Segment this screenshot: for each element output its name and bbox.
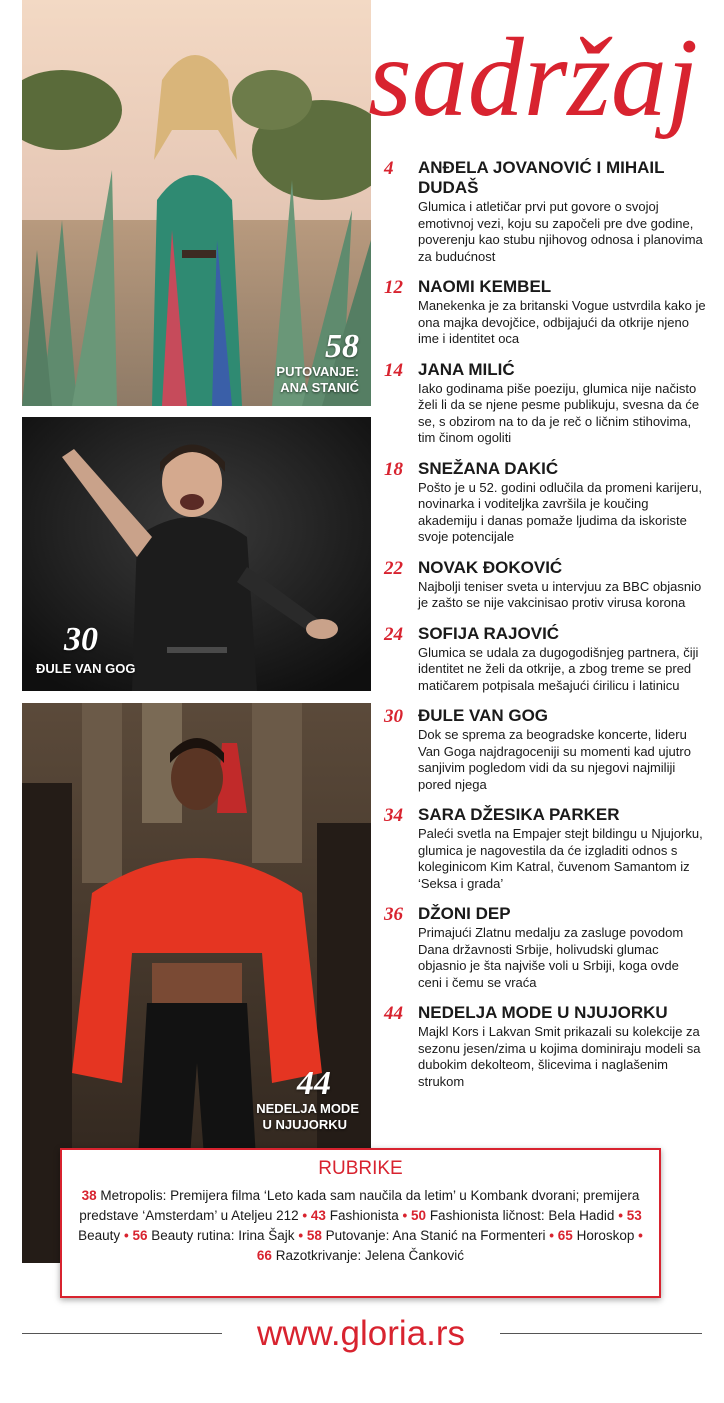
rubrike-item-text: Beauty — [78, 1228, 121, 1243]
toc-entry-body — [418, 904, 706, 991]
toc-description: Glumica i atletičar prvi put govore o svojoj emotivnoj vezi, koju su započeli pre dve godine, poverenju kao stubu njihovog odnosa i planovima za budućnost — [418, 199, 703, 264]
toc-page-number: 34 — [384, 805, 403, 826]
toc-entry-body — [418, 158, 706, 265]
toc-heading: NEDELJA MODE U NJUJORKU — [418, 1003, 668, 1022]
rubrike-separator: • — [298, 1228, 304, 1243]
toc-page-number: 30 — [384, 706, 403, 727]
rubrike-page-number: 53 — [626, 1208, 642, 1223]
toc-description: Dok se sprema za beogradske koncerte, lideru Van Goga najdragoceniji su momenti kad ujutro sanjivim pogledom vidi da su njegovi najmiliji pored njega — [418, 727, 691, 792]
toc-page-number: 22 — [384, 557, 403, 579]
rubrike-page-number: 50 — [411, 1208, 427, 1223]
rubrike-separator: • — [549, 1228, 555, 1243]
rubrike-page-number: 65 — [557, 1228, 573, 1243]
photo-caption-singer — [36, 623, 135, 677]
rubrike-item[interactable] — [307, 1228, 546, 1243]
rubrike-item[interactable] — [132, 1228, 294, 1243]
rubrike-list — [74, 1186, 647, 1266]
toc-entry-body — [418, 558, 706, 612]
rubrike-page-number: 56 — [132, 1228, 148, 1243]
footer-divider-right — [500, 1333, 702, 1334]
rubrike-item-text: Fashionista — [329, 1208, 399, 1223]
toc-description: Najbolji teniser sveta u intervjuu za BBC objasnio je zašto se nije vakcinisao protiv virusa korona — [418, 578, 702, 610]
toc-entry[interactable] — [384, 904, 706, 991]
toc-entry[interactable] — [384, 277, 706, 348]
photo-label-line-1: PUTOVANJE: — [276, 364, 359, 379]
rubrike-item-text: Fashionista ličnost: Bela Hadid — [429, 1208, 615, 1223]
rubrike-item[interactable] — [311, 1208, 399, 1223]
toc-entry[interactable] — [384, 558, 706, 612]
rubrike-item-text: Metropolis: Premijera filma ‘Leto kada sam naučila da letim’ u Kombank dvorani; premijera predstave ‘Amsterdam’ u Ateljeu 212 — [79, 1188, 640, 1223]
toc-heading: NOVAK ĐOKOVIĆ — [418, 557, 563, 577]
photo-caption-travel — [276, 330, 359, 396]
toc-heading: DŽONI DEP — [418, 904, 511, 923]
rubrike-separator: • — [618, 1208, 623, 1223]
toc-description: Majkl Kors i Lakvan Smit prikazali su kolekcije za sezonu jesen/zima u kojima dominiraju modeli sa dubokim dekolteom, šlicevima i naglašenim strukom — [418, 1024, 701, 1089]
toc-entry[interactable] — [384, 459, 706, 546]
toc-heading: SARA DŽESIKA PARKER — [418, 805, 620, 824]
rubrike-title: RUBRIKE — [318, 1158, 403, 1179]
toc-entry[interactable] — [384, 1003, 706, 1090]
toc-heading: NAOMI KEMBEL — [418, 277, 552, 296]
table-of-contents — [384, 158, 706, 1102]
toc-entry-body — [418, 805, 706, 892]
toc-heading: JANA MILIĆ — [418, 359, 515, 379]
toc-heading: ANĐELA JOVANOVIĆ I MIHAIL DUDAŠ — [418, 158, 665, 197]
toc-page-number: 24 — [384, 623, 403, 645]
toc-page-number: 44 — [384, 1003, 403, 1024]
photo-travel-ana-stanic[interactable] — [22, 0, 371, 406]
photo-label-line-2: ANA STANIĆ — [280, 380, 359, 395]
footer — [0, 1314, 724, 1354]
rubrike-separator: • — [302, 1208, 308, 1223]
toc-page-number: 14 — [384, 359, 403, 381]
toc-entry[interactable] — [384, 624, 706, 695]
toc-description: Manekenka je za britanski Vogue ustvrdila kako je ona majka devojčice, odbijajući da otkrije njeno ime i identitet oca — [418, 298, 706, 346]
rubrike-item[interactable] — [558, 1228, 635, 1243]
rubrike-separator: • — [638, 1228, 643, 1243]
rubrike-page-number: 66 — [256, 1248, 272, 1263]
rubrike-page-number: 43 — [310, 1208, 326, 1223]
photo-page-number: 58 — [325, 328, 359, 365]
rubrike-item-text: Horoskop — [576, 1228, 635, 1243]
toc-page-number: 18 — [384, 458, 403, 480]
toc-entry-body — [418, 277, 706, 348]
toc-entry-body — [418, 459, 706, 546]
photo-label-line-2: U NJUJORKU — [262, 1117, 347, 1132]
footer-divider-left — [22, 1333, 222, 1334]
toc-heading: SOFIJA RAJOVIĆ — [418, 623, 560, 643]
photo-page-number: 44 — [297, 1065, 331, 1102]
rubrike-item-text: Putovanje: Ana Stanić na Formenteri — [325, 1228, 546, 1243]
rubrike-page-number: 38 — [81, 1188, 97, 1203]
toc-page-number: 12 — [384, 277, 403, 298]
page-title: sadržaj — [368, 16, 698, 140]
photo-label-line-1: ĐULE VAN GOG — [36, 661, 136, 676]
toc-entry[interactable] — [384, 706, 706, 793]
toc-description: Glumica se udala za dugogodišnjeg partnera, čiji identitet ne želi da otkrije, a zbog treme se pred matičarem potpisala mešajući ćirilicu i latinicu — [418, 644, 699, 693]
photo-caption-fashion — [256, 1067, 359, 1133]
toc-entry-body — [418, 360, 706, 447]
toc-entry-body — [418, 624, 706, 695]
rubrike-item-text: Beauty rutina: Irina Šajk — [151, 1228, 295, 1243]
photo-dule-van-gog[interactable] — [22, 417, 371, 691]
toc-page-number: 36 — [384, 904, 403, 925]
website-link[interactable]: www.gloria.rs — [256, 1314, 466, 1353]
toc-page-number: 4 — [384, 158, 394, 179]
toc-description: Iako godinama piše poeziju, glumica nije načisto želi li da se njene pesme publikuju, svesna da će se, s obzirom na to da je reč o ličnim stihovima, tim činom ogoliti — [418, 380, 700, 445]
toc-description: Pošto je u 52. godini odlučila da promeni karijeru, novinarka i voditeljka završila je koučing akademiju i danas pomaže ljudima da iskoriste svoje potencijale — [418, 479, 703, 544]
toc-description: Paleći svetla na Empajer stejt bildingu u Njujorku, glumica je nagovestila da će izgladiti odnos s koleginicom Kim Katral, čuvenom Samantom iz ‘Seksa i grada’ — [418, 826, 703, 891]
rubrike-item-text: Razotkrivanje: Jelena Čanković — [275, 1248, 465, 1263]
toc-entry-body — [418, 1003, 706, 1090]
toc-entry[interactable] — [384, 360, 706, 447]
rubrike-item[interactable] — [411, 1208, 614, 1223]
photo-page-number: 30 — [64, 621, 98, 658]
rubrike-separator: • — [123, 1228, 129, 1243]
toc-entry-body — [418, 706, 706, 793]
toc-heading: ĐULE VAN GOG — [418, 706, 549, 725]
rubrike-box — [60, 1148, 661, 1298]
rubrike-page-number: 58 — [306, 1228, 322, 1243]
toc-entry[interactable] — [384, 805, 706, 892]
rubrike-item[interactable] — [257, 1248, 464, 1263]
rubrike-separator: • — [402, 1208, 408, 1223]
toc-description: Primajući Zlatnu medalju za zasluge povodom Dana državnosti Srbije, holivudski glumac objasnio je šta najviše voli u Srbiji, koga ovde ceni i čemu se vraća — [418, 925, 684, 990]
photo-label-line-1: NEDELJA MODE — [256, 1101, 359, 1116]
toc-entry[interactable] — [384, 158, 706, 265]
toc-heading: SNEŽANA DAKIĆ — [418, 458, 559, 478]
